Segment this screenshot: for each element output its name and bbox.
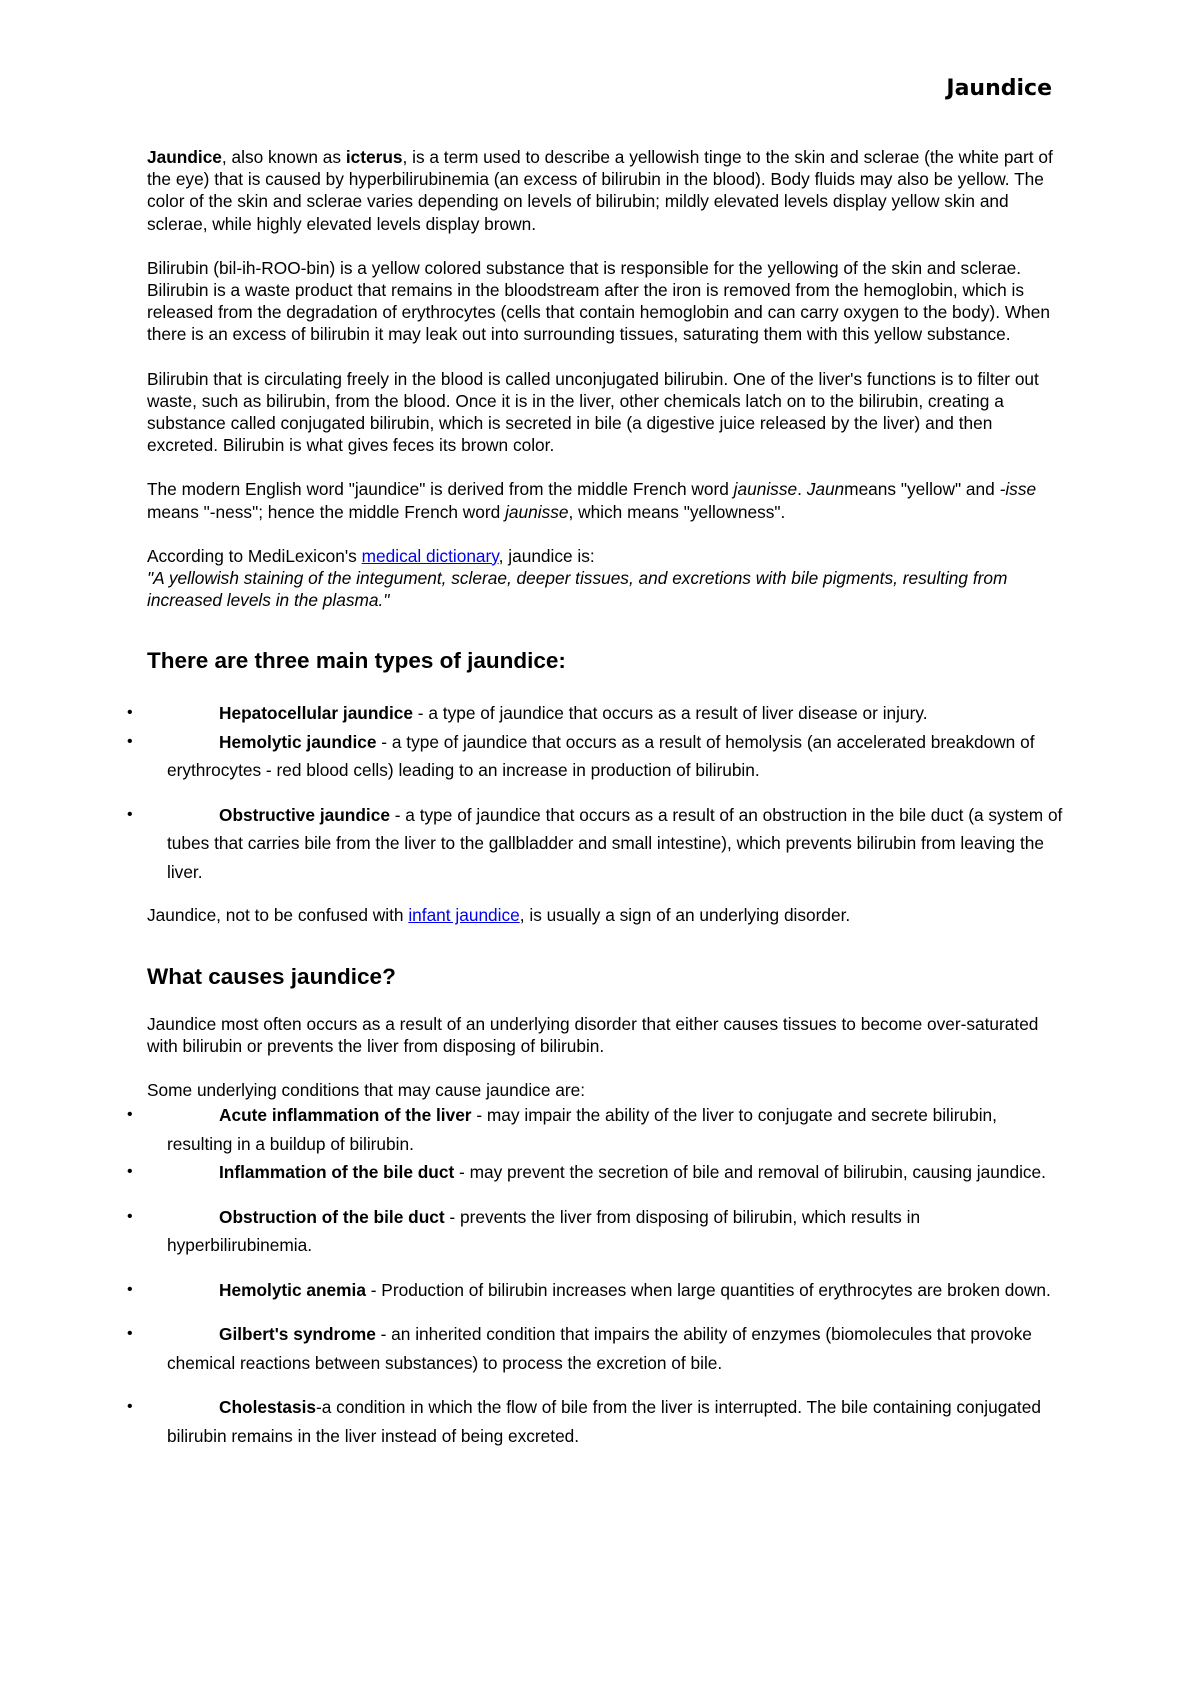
causes-list xyxy=(127,1101,1067,1450)
term-jaundice: Jaundice xyxy=(147,147,222,167)
etymology-paragraph xyxy=(147,478,1067,522)
list-item-term: Inflammation of the bile duct xyxy=(219,1162,455,1183)
text-run: means "-ness"; hence the middle French word xyxy=(147,501,506,522)
intro-paragraph-1 xyxy=(147,146,1067,235)
list-item xyxy=(127,1393,1067,1450)
list-item xyxy=(127,1158,1067,1187)
list-item-term: Obstruction of the bile duct xyxy=(219,1206,445,1227)
types-heading: There are three main types of jaundice: xyxy=(147,648,566,674)
list-item-term: Obstructive jaundice xyxy=(219,804,390,825)
list-item-term: Hepatocellular jaundice xyxy=(219,703,413,724)
list-item xyxy=(127,699,1067,728)
text-run: , which means "yellowness". xyxy=(568,501,786,522)
bullet-icon: • xyxy=(127,1106,133,1124)
bullet-icon: • xyxy=(127,1325,133,1343)
list-item-description: - a type of jaundice that occurs as a result of liver disease or injury. xyxy=(413,703,928,724)
bullet-icon: • xyxy=(127,1207,133,1225)
definition-quote: "A yellowish staining of the integument, sclerae, deeper tissues, and excretions with bile pigments, resulting from increased levels in the plasma." xyxy=(147,568,1008,611)
text-run: Jaundice, not to be confused with xyxy=(147,905,409,926)
list-item-term: Hemolytic jaundice xyxy=(219,731,377,752)
definition-paragraph xyxy=(147,545,1067,612)
bullet-icon: • xyxy=(127,704,133,722)
medical-dictionary-link[interactable]: medical dictionary xyxy=(361,545,499,566)
text-run: According to MediLexicon's xyxy=(147,545,362,566)
list-item-description: -a condition in which the flow of bile from the liver is interrupted. The bile containing conjugated bilirubin remains in the liver instead of being excreted. xyxy=(167,1397,1041,1446)
page-header-title: Jaundice xyxy=(946,76,1052,101)
list-item-term: Gilbert's syndrome xyxy=(219,1324,376,1345)
list-item xyxy=(127,1203,1067,1260)
intro-paragraph-3: Bilirubin that is circulating freely in the blood is called unconjugated bilirubin. One of the liver's functions is to filter out waste, such as bilirubin, from the blood. Once it is in the liver, other chemicals latch on to the bilirubin, creating a substance called conjugated bilirubin, which is secreted in bile (a digestive juice released by the liver) and then excreted. Bilirubin is what gives feces its brown color. xyxy=(147,368,1039,456)
causes-paragraph-2: Some underlying conditions that may cause jaundice are: xyxy=(147,1080,586,1101)
list-item-description: - an inherited condition that impairs the ability of enzymes (biomolecules that provoke chemical reactions between substances) to process the excretion of bile. xyxy=(167,1324,1032,1373)
list-item-description: - may impair the ability of the liver to conjugate and secrete bilirubin, resulting in a buildup of bilirubin. xyxy=(167,1105,997,1154)
document-body xyxy=(127,146,1067,1450)
term-icterus: icterus xyxy=(345,147,403,167)
text-run: The modern English word "jaundice" is derived from the middle French word xyxy=(147,479,734,500)
list-item-term: Hemolytic anemia xyxy=(219,1279,366,1300)
italic-term: jaunisse xyxy=(505,501,569,522)
list-item-description: - may prevent the secretion of bile and removal of bilirubin, causing jaundice. xyxy=(454,1162,1046,1183)
italic-term: jaunisse xyxy=(733,479,798,500)
list-item-description: - a type of jaundice that occurs as a result of hemolysis (an accelerated breakdown of erythrocytes - red blood cells) leading to an increase in production of bilirubin. xyxy=(167,731,1035,781)
causes-paragraph-1: Jaundice most often occurs as a result of an underlying disorder that either causes tissues to become over-saturated with bilirubin or prevents the liver from disposing of bilirubin. xyxy=(147,1013,1039,1056)
text-run: , is usually a sign of an underlying disorder. xyxy=(519,905,851,926)
infant-jaundice-link[interactable]: infant jaundice xyxy=(408,905,520,926)
italic-term: Jaun xyxy=(806,479,845,500)
text-run: . xyxy=(797,479,807,500)
bullet-icon: • xyxy=(127,805,133,823)
list-item-description: - prevents the liver from disposing of bilirubin, which results in hyperbilirubinemia. xyxy=(167,1206,921,1256)
list-item-description: - a type of jaundice that occurs as a result of an obstruction in the bile duct (a system of tubes that carries bile from the liver to the gallbladder and small intestine), which prevents bilirubin from leaving the liver. xyxy=(167,804,1063,882)
intro-paragraph-2: Bilirubin (bil-ih-ROO-bin) is a yellow colored substance that is responsible for the yellowing of the skin and sclerae. Bilirubin is a waste product that remains in the bloodstream after the iron is removed from the hemoglobin, which is released from the degradation of erythrocytes (cells that contain hemoglobin and can carry oxygen to the body). When there is an excess of bilirubin it may leak out into surrounding tissues, saturating them with this yellow substance. xyxy=(147,257,1050,345)
list-item xyxy=(127,1276,1067,1305)
text-run: , also known as xyxy=(221,147,346,167)
list-item-term: Cholestasis xyxy=(219,1397,317,1418)
text-run: , jaundice is: xyxy=(498,545,595,566)
text-run: means "yellow" and xyxy=(844,479,1000,500)
list-item xyxy=(127,728,1067,785)
list-item xyxy=(127,801,1067,887)
list-item xyxy=(127,1101,1067,1158)
list-item-term: Acute inflammation of the liver xyxy=(219,1105,472,1126)
infant-jaundice-note xyxy=(147,904,1067,926)
list-item xyxy=(127,1320,1067,1377)
italic-term: -isse xyxy=(999,479,1037,500)
bullet-icon: • xyxy=(127,1398,133,1416)
bullet-icon: • xyxy=(127,732,133,750)
bullet-icon: • xyxy=(127,1163,133,1181)
text-run: , is a term used to describe a yellowish tinge to the skin and sclerae (the white part of the eye) that is caused by hyperbilirubinemia (an excess of bilirubin in the blood). Body fluids may also be yellow. The color of the skin and sclerae varies depending on levels of bilirubin; mildly elevated levels display yellow skin and sclerae, while highly elevated levels display brown. xyxy=(147,147,1053,234)
types-list xyxy=(127,699,1067,886)
causes-heading: What causes jaundice? xyxy=(147,963,396,989)
list-item-description: - Production of bilirubin increases when large quantities of erythrocytes are broken down. xyxy=(365,1279,1051,1300)
bullet-icon: • xyxy=(127,1280,133,1298)
